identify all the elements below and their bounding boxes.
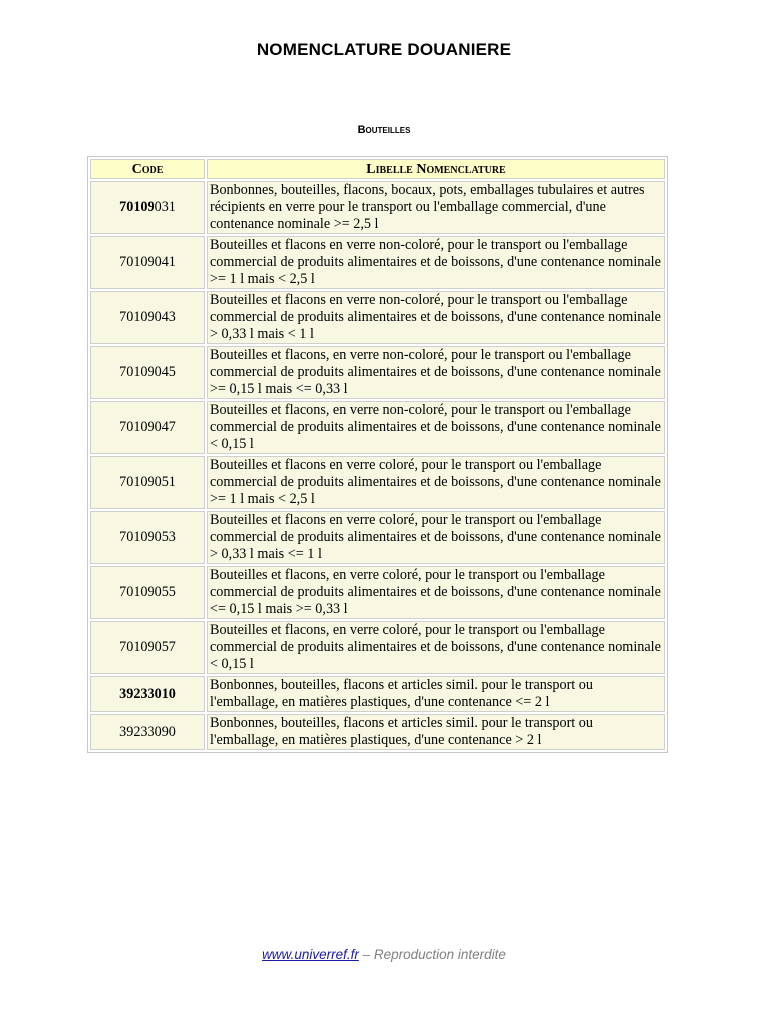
table-row [90, 621, 665, 674]
table-row [90, 676, 665, 712]
footer-notice: – Reproduction interdite [358, 947, 506, 962]
code-part: 70109051 [119, 474, 176, 490]
table-row [90, 714, 665, 750]
website-link[interactable]: www.univerref.fr [262, 947, 359, 962]
table-row [90, 291, 665, 344]
code-part: 70109055 [119, 584, 176, 600]
label-cell: Bouteilles et flacons en verre non-coloré, pour le transport ou l'emballage commercial de produits alimentaires et de boissons, d'une contenance nominale >= 1 l mais < 2,5 l [207, 236, 665, 289]
code-part: 70109045 [119, 364, 176, 380]
code-cell [90, 291, 205, 344]
label-cell: Bonbonnes, bouteilles, flacons et articles simil. pour le transport ou l'emballage, en matières plastiques, d'une contenance > 2 l [207, 714, 665, 750]
table-row [90, 511, 665, 564]
code-part: 39233090 [119, 723, 176, 740]
code-cell [90, 676, 205, 712]
code-part: 70109041 [119, 254, 176, 270]
code-part: 70109047 [119, 419, 176, 435]
code-cell [90, 456, 205, 509]
code-cell [90, 714, 205, 750]
code-part: 70109057 [119, 639, 176, 655]
code-cell [90, 401, 205, 454]
code-cell [90, 236, 205, 289]
header-label: Libelle Nomenclature [207, 159, 665, 179]
label-cell: Bouteilles et flacons, en verre coloré, pour le transport ou l'emballage commercial de produits alimentaires et de boissons, d'une contenance nominale <= 0,15 l mais >= 0,33 l [207, 566, 665, 619]
document-title: NOMENCLATURE DOUANIERE [256, 40, 512, 59]
label-cell: Bouteilles et flacons, en verre non-coloré, pour le transport ou l'emballage commercial de produits alimentaires et de boissons, d'une contenance nominale < 0,15 l [207, 401, 665, 454]
label-cell: Bouteilles et flacons, en verre non-coloré, pour le transport ou l'emballage commercial de produits alimentaires et de boissons, d'une contenance nominale >= 0,15 l mais <= 0,33 l [207, 346, 665, 399]
table-row [90, 181, 665, 234]
code-cell [90, 511, 205, 564]
code-bold-part: 70109 [119, 199, 155, 215]
nomenclature-table [88, 157, 667, 752]
table-row [90, 566, 665, 619]
table-header-row [90, 159, 665, 179]
code-part: 70109053 [119, 529, 176, 545]
table-row [90, 346, 665, 399]
label-cell: Bouteilles et flacons en verre coloré, pour le transport ou l'emballage commercial de produits alimentaires et de boissons, d'une contenance nominale > 0,33 l mais <= 1 l [207, 511, 665, 564]
footer [0, 947, 768, 962]
code-bold-part: 39233010 [119, 685, 176, 702]
table-row [90, 401, 665, 454]
label-cell: Bonbonnes, bouteilles, flacons et articles simil. pour le transport ou l'emballage, en matières plastiques, d'une contenance <= 2 l [207, 676, 665, 712]
nomenclature-table-frame [87, 156, 668, 753]
header-code: Code [90, 159, 205, 179]
label-cell: Bouteilles et flacons en verre non-coloré, pour le transport ou l'emballage commercial de produits alimentaires et de boissons, d'une contenance nominale > 0,33 l mais < 1 l [207, 291, 665, 344]
code-cell [90, 181, 205, 234]
code-part: 031 [154, 199, 176, 215]
code-cell [90, 621, 205, 674]
label-cell: Bouteilles et flacons en verre coloré, pour le transport ou l'emballage commercial de produits alimentaires et de boissons, d'une contenance nominale >= 1 l mais < 2,5 l [207, 456, 665, 509]
code-part: 70109043 [119, 309, 176, 325]
table-row [90, 456, 665, 509]
code-cell [90, 346, 205, 399]
code-cell [90, 566, 205, 619]
table-body [90, 181, 665, 750]
table-row [90, 236, 665, 289]
label-cell: Bouteilles et flacons, en verre coloré, pour le transport ou l'emballage commercial de produits alimentaires et de boissons, d'une contenance nominale < 0,15 l [207, 621, 665, 674]
label-cell: Bonbonnes, bouteilles, flacons, bocaux, pots, emballages tubulaires et autres récipients en verre pour le transport ou l'emballage commercial, d'une contenance nominale >= 2,5 l [207, 181, 665, 234]
section-title: Bouteilles [357, 124, 411, 136]
